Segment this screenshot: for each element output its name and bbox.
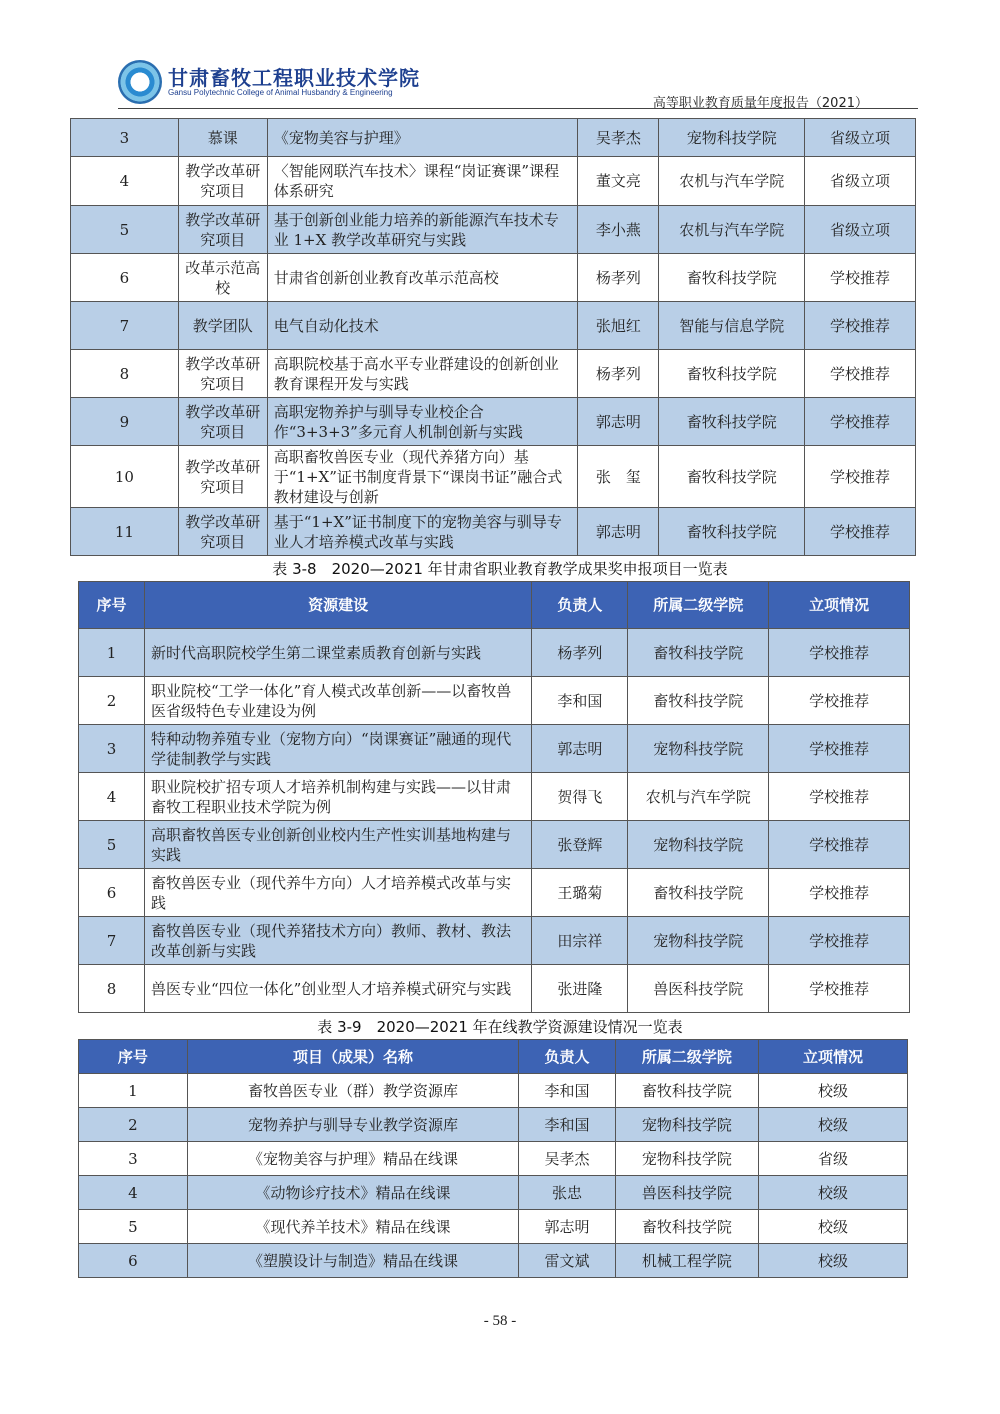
table-cell: 《动物诊疗技术》精品在线课 bbox=[187, 1176, 518, 1210]
table-cell: 〈智能网联汽车技术〉课程“岗证赛课”课程体系研究 bbox=[267, 157, 578, 206]
table-cell: 3 bbox=[71, 119, 179, 157]
table-cell: 农机与汽车学院 bbox=[659, 157, 805, 206]
table-cell: 学校推荐 bbox=[769, 725, 910, 773]
table-cell: 学校推荐 bbox=[805, 446, 916, 508]
table-cell: 畜牧科技学院 bbox=[659, 350, 805, 398]
table-cell: 改革示范高校 bbox=[178, 254, 267, 302]
table-cell: 学校推荐 bbox=[769, 677, 910, 725]
table-cell: 高职宠物养护与驯导专业校企合作“3+3+3”多元育人机制创新与实践 bbox=[267, 398, 578, 446]
table-row bbox=[71, 254, 916, 302]
table-cell: 宠物科技学院 bbox=[628, 821, 769, 869]
header-cell: 项目（成果）名称 bbox=[187, 1040, 518, 1074]
table-cell: 8 bbox=[79, 965, 145, 1013]
table-cell: 宠物科技学院 bbox=[659, 119, 805, 157]
table-cell: 张进隆 bbox=[532, 965, 628, 1013]
table-cell: 省级立项 bbox=[805, 157, 916, 206]
table-cell: 畜牧科技学院 bbox=[628, 677, 769, 725]
table-cell: 宠物科技学院 bbox=[615, 1108, 758, 1142]
table-row bbox=[79, 917, 910, 965]
table-cell: 教学改革研究项目 bbox=[178, 157, 267, 206]
table-cell: 杨孝列 bbox=[578, 254, 659, 302]
table-cell: 5 bbox=[79, 821, 145, 869]
table-cell: 省级立项 bbox=[805, 119, 916, 157]
table-cell: 4 bbox=[79, 773, 145, 821]
table-row bbox=[71, 206, 916, 254]
header-cell: 负责人 bbox=[532, 582, 628, 629]
table-cell: 兽医科技学院 bbox=[615, 1176, 758, 1210]
table-cell: 张旭红 bbox=[578, 302, 659, 350]
table-row bbox=[79, 725, 910, 773]
table-cell: 电气自动化技术 bbox=[267, 302, 578, 350]
table-cell: 郭志明 bbox=[578, 508, 659, 556]
table-cell: 3 bbox=[79, 1142, 188, 1176]
table-cell: 6 bbox=[71, 254, 179, 302]
table-cell: 杨孝列 bbox=[532, 629, 628, 677]
table-caption-3-8: 表 3-8 2020—2021 年甘肃省职业教育教学成果奖申报项目一览表 bbox=[272, 560, 728, 578]
header-cell: 立项情况 bbox=[758, 1040, 907, 1074]
table-cell: 畜牧兽医专业（群）教学资源库 bbox=[187, 1074, 518, 1108]
school-logo-icon bbox=[118, 60, 162, 104]
report-title: 高等职业教育质量年度报告（2021） bbox=[652, 96, 868, 111]
table-cell: 郭志明 bbox=[532, 725, 628, 773]
header-divider bbox=[118, 108, 918, 109]
table-cell: 2 bbox=[79, 677, 145, 725]
table-cell: 省级立项 bbox=[805, 206, 916, 254]
table-cell: 学校推荐 bbox=[769, 869, 910, 917]
table-cell: 教学改革研究项目 bbox=[178, 350, 267, 398]
table-cell: 吴孝杰 bbox=[578, 119, 659, 157]
header-cell: 资源建设 bbox=[144, 582, 532, 629]
online-resource-table bbox=[78, 1039, 908, 1278]
table-row bbox=[79, 821, 910, 869]
table-cell: 5 bbox=[71, 206, 179, 254]
table-cell: 农机与汽车学院 bbox=[659, 206, 805, 254]
table-cell: 智能与信息学院 bbox=[659, 302, 805, 350]
table-cell: 学校推荐 bbox=[805, 254, 916, 302]
table-cell: 教学改革研究项目 bbox=[178, 206, 267, 254]
table-row bbox=[71, 398, 916, 446]
table-row bbox=[79, 1108, 908, 1142]
table-cell: 畜牧科技学院 bbox=[628, 869, 769, 917]
table-cell: 学校推荐 bbox=[805, 302, 916, 350]
table-cell: 畜牧科技学院 bbox=[615, 1074, 758, 1108]
table-cell: 畜牧兽医专业（现代养猪技术方向）教师、教材、教法改革创新与实践 bbox=[144, 917, 532, 965]
table-cell: 张 玺 bbox=[578, 446, 659, 508]
table-cell: 王璐菊 bbox=[532, 869, 628, 917]
table-cell: 宠物科技学院 bbox=[628, 917, 769, 965]
table-cell: 畜牧科技学院 bbox=[659, 398, 805, 446]
table-cell: 学校推荐 bbox=[769, 629, 910, 677]
table-cell: 基于创新创业能力培养的新能源汽车技术专业 1+X 教学改革研究与实践 bbox=[267, 206, 578, 254]
table-cell: 10 bbox=[71, 446, 179, 508]
table-row bbox=[79, 629, 910, 677]
table-cell: 《宠物美容与护理》 bbox=[267, 119, 578, 157]
table-row bbox=[71, 157, 916, 206]
table-cell: 李和国 bbox=[519, 1074, 616, 1108]
table-row bbox=[71, 508, 916, 556]
table-cell: 2 bbox=[79, 1108, 188, 1142]
table-cell: 农机与汽车学院 bbox=[628, 773, 769, 821]
table-header-row bbox=[79, 1040, 908, 1074]
table-row bbox=[71, 302, 916, 350]
table-cell: 畜牧科技学院 bbox=[659, 508, 805, 556]
table-cell: 学校推荐 bbox=[805, 350, 916, 398]
table-cell: 7 bbox=[79, 917, 145, 965]
table-row bbox=[79, 1210, 908, 1244]
table-row bbox=[79, 1244, 908, 1278]
table-cell: 4 bbox=[71, 157, 179, 206]
table-cell: 校级 bbox=[758, 1176, 907, 1210]
table-cell: 特种动物养殖专业（宠物方向）“岗课赛证”融通的现代学徒制教学与实践 bbox=[144, 725, 532, 773]
table-row bbox=[79, 869, 910, 917]
table-row bbox=[79, 1176, 908, 1210]
table-cell: 学校推荐 bbox=[805, 398, 916, 446]
table-cell: 5 bbox=[79, 1210, 188, 1244]
table-cell: 高职院校基于高水平专业群建设的创新创业教育课程开发与实践 bbox=[267, 350, 578, 398]
table-row bbox=[79, 965, 910, 1013]
table-cell: 畜牧科技学院 bbox=[659, 446, 805, 508]
table-cell: 宠物科技学院 bbox=[615, 1142, 758, 1176]
header-cell: 所属二级学院 bbox=[628, 582, 769, 629]
table-cell: 畜牧科技学院 bbox=[659, 254, 805, 302]
table-cell: 职业院校扩招专项人才培养机制构建与实践——以甘肃畜牧工程职业技术学院为例 bbox=[144, 773, 532, 821]
table-cell: 畜牧科技学院 bbox=[615, 1210, 758, 1244]
table-cell: 新时代高职院校学生第二课堂素质教育创新与实践 bbox=[144, 629, 532, 677]
page-header bbox=[118, 58, 918, 110]
table-cell: 学校推荐 bbox=[769, 821, 910, 869]
school-name-cn: 甘肃畜牧工程职业技术学院 bbox=[168, 66, 420, 90]
table-cell: 教学团队 bbox=[178, 302, 267, 350]
table-cell: 基于“1+X”证书制度下的宠物美容与驯导专业人才培养模式改革与实践 bbox=[267, 508, 578, 556]
table-cell: 机械工程学院 bbox=[615, 1244, 758, 1278]
table-cell: 教学改革研究项目 bbox=[178, 508, 267, 556]
table-cell: 11 bbox=[71, 508, 179, 556]
table-cell: 吴孝杰 bbox=[519, 1142, 616, 1176]
table-cell: 6 bbox=[79, 1244, 188, 1278]
table-cell: 畜牧兽医专业（现代养牛方向）人才培养模式改革与实践 bbox=[144, 869, 532, 917]
table-cell: 《塑膜设计与制造》精品在线课 bbox=[187, 1244, 518, 1278]
table-cell: 职业院校“工学一体化”育人模式改革创新——以畜牧兽医省级特色专业建设为例 bbox=[144, 677, 532, 725]
table-cell: 学校推荐 bbox=[769, 917, 910, 965]
header-cell: 所属二级学院 bbox=[615, 1040, 758, 1074]
table-row bbox=[71, 119, 916, 157]
table-cell: 学校推荐 bbox=[769, 965, 910, 1013]
table-cell: 贺得飞 bbox=[532, 773, 628, 821]
teaching-award-table bbox=[78, 581, 910, 1013]
table-cell: 省级 bbox=[758, 1142, 907, 1176]
t3-body bbox=[79, 1074, 908, 1278]
header-cell: 序号 bbox=[79, 582, 145, 629]
table-cell: 1 bbox=[79, 629, 145, 677]
table-cell: 郭志明 bbox=[519, 1210, 616, 1244]
header-cell: 序号 bbox=[79, 1040, 188, 1074]
table-cell: 9 bbox=[71, 398, 179, 446]
table-cell: 7 bbox=[71, 302, 179, 350]
table-cell: 兽医专业“四位一体化”创业型人才培养模式研究与实践 bbox=[144, 965, 532, 1013]
table-row bbox=[71, 446, 916, 508]
table-cell: 校级 bbox=[758, 1210, 907, 1244]
page-number: - 58 - bbox=[483, 1313, 517, 1329]
t1-body bbox=[71, 119, 916, 556]
table-cell: 畜牧科技学院 bbox=[628, 629, 769, 677]
table-cell: 慕课 bbox=[178, 119, 267, 157]
table-cell: 教学改革研究项目 bbox=[178, 446, 267, 508]
table-row bbox=[71, 350, 916, 398]
table-cell: 高职畜牧兽医专业（现代养猪方向）基于“1+X”证书制度背景下“课岗书证”融合式教材建设与创新 bbox=[267, 446, 578, 508]
table-cell: 校级 bbox=[758, 1108, 907, 1142]
table-cell: 学校推荐 bbox=[805, 508, 916, 556]
school-name-en: Gansu Polytechnic College of Animal Husbandry & Engineering bbox=[168, 88, 393, 97]
table-cell: 1 bbox=[79, 1074, 188, 1108]
t2-body bbox=[79, 629, 910, 1013]
table-cell: 校级 bbox=[758, 1074, 907, 1108]
table-cell: 学校推荐 bbox=[769, 773, 910, 821]
table-cell: 董文亮 bbox=[578, 157, 659, 206]
table-cell: 8 bbox=[71, 350, 179, 398]
table-cell: 杨孝列 bbox=[578, 350, 659, 398]
table-cell: 甘肃省创新创业教育改革示范高校 bbox=[267, 254, 578, 302]
table-cell: 6 bbox=[79, 869, 145, 917]
table-cell: 李和国 bbox=[519, 1108, 616, 1142]
table-row bbox=[79, 677, 910, 725]
table-cell: 田宗祥 bbox=[532, 917, 628, 965]
table-cell: 校级 bbox=[758, 1244, 907, 1278]
table-cell: 张登辉 bbox=[532, 821, 628, 869]
table-cell: 宠物科技学院 bbox=[628, 725, 769, 773]
table-cell: 兽医科技学院 bbox=[628, 965, 769, 1013]
table-cell: 高职畜牧兽医专业创新创业校内生产性实训基地构建与实践 bbox=[144, 821, 532, 869]
table-cell: 郭志明 bbox=[578, 398, 659, 446]
table-cell: 宠物养护与驯导专业教学资源库 bbox=[187, 1108, 518, 1142]
table-cell: 李小燕 bbox=[578, 206, 659, 254]
header-cell: 负责人 bbox=[519, 1040, 616, 1074]
table-header-row bbox=[79, 582, 910, 629]
table-cell: 教学改革研究项目 bbox=[178, 398, 267, 446]
table-row bbox=[79, 1142, 908, 1176]
table-cell: 《宠物美容与护理》精品在线课 bbox=[187, 1142, 518, 1176]
table-cell: 4 bbox=[79, 1176, 188, 1210]
table-cell: 张忠 bbox=[519, 1176, 616, 1210]
table-cell: 雷文斌 bbox=[519, 1244, 616, 1278]
table-cell: 李和国 bbox=[532, 677, 628, 725]
header-cell: 立项情况 bbox=[769, 582, 910, 629]
table-cell: 《现代养羊技术》精品在线课 bbox=[187, 1210, 518, 1244]
achievement-table-continued bbox=[70, 118, 916, 556]
table-caption-3-9: 表 3-9 2020—2021 年在线教学资源建设情况一览表 bbox=[317, 1018, 683, 1036]
table-cell: 3 bbox=[79, 725, 145, 773]
table-row bbox=[79, 1074, 908, 1108]
table-row bbox=[79, 773, 910, 821]
